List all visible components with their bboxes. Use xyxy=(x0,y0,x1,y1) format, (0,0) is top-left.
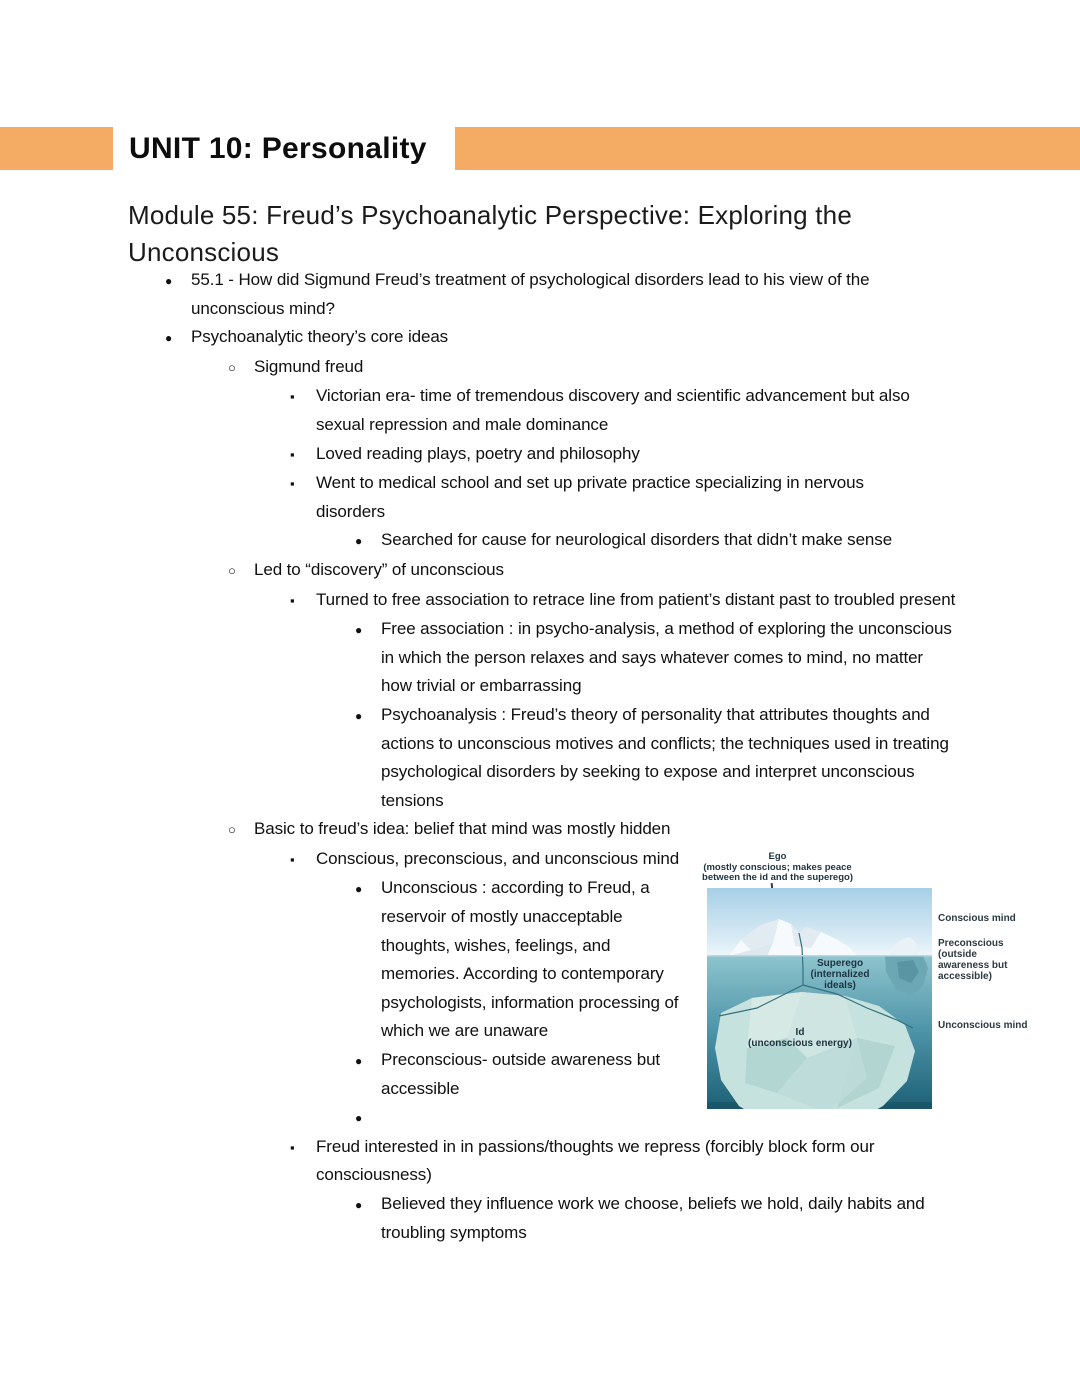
list-item xyxy=(355,701,1080,815)
id-label xyxy=(745,1027,855,1049)
ego-label-name: Ego xyxy=(768,851,787,862)
list-item xyxy=(290,1133,1080,1190)
ego-label-desc: (mostly conscious; makes peace between the id and the superego) xyxy=(702,861,853,883)
bullet-icon xyxy=(290,440,316,470)
preconscious-label: Preconscious (outside awareness but accessible) xyxy=(938,938,1008,982)
list-item xyxy=(290,440,1080,470)
bullet-icon xyxy=(355,1190,381,1220)
bullet-icon xyxy=(355,615,381,645)
list-item xyxy=(165,323,1080,353)
list-item xyxy=(355,615,1080,701)
list-item xyxy=(290,469,1080,526)
list-item-text: Went to medical school and set up private practice specializing in nervous disorders xyxy=(316,473,864,521)
bullet-icon xyxy=(290,845,316,875)
bullet-icon xyxy=(290,586,316,616)
bullet-icon xyxy=(355,701,381,731)
list-item-text: Led to “discovery” of unconscious xyxy=(254,559,504,579)
list-item-text: Searched for cause for neurological disorders that didn’t make sense xyxy=(381,530,893,550)
list-item xyxy=(290,382,1080,439)
id-label-name: Id xyxy=(795,1027,805,1038)
list-item-text: Psychoanalytic theory’s core ideas xyxy=(191,327,449,347)
list-item-text: Basic to freud’s idea: belief that mind was mostly hidden xyxy=(254,819,671,839)
list-item-text: Free association : in psycho-analysis, a method of exploring the unconscious in which the person relaxes and says whatever comes to mind, no matter how trivial or embarrassing xyxy=(381,619,952,696)
bullet-icon xyxy=(355,874,381,904)
list-item-text: 55.1 - How did Sigmund Freud’s treatment of psychological disorders lead to his view of the unconscious mind? xyxy=(191,270,870,318)
unit-title-banner xyxy=(0,127,1080,170)
list-item xyxy=(355,1190,1080,1247)
bullet-icon xyxy=(290,382,316,412)
bullet-icon xyxy=(228,556,254,586)
unit-title: UNIT 10: Personality xyxy=(129,131,427,165)
list-item xyxy=(355,526,1080,556)
list-item-text: Psychoanalysis : Freud’s theory of personality that attributes thoughts and actions to unconscious motives and conflicts; the techniques used in treating psychological disorders by seeking to expose and interpret unconscious tensions xyxy=(381,704,949,810)
id-label-desc: (unconscious energy) xyxy=(748,1038,852,1049)
conscious-mind-label: Conscious mind xyxy=(938,913,1016,924)
bullet-icon xyxy=(165,266,191,296)
bullet-icon xyxy=(290,1133,316,1163)
iceberg-diagram xyxy=(707,888,932,1109)
bullet-icon xyxy=(355,526,381,556)
iceberg-figure xyxy=(702,851,1035,1117)
list-item-text: Believed they influence work we choose, beliefs we hold, daily habits and troubling symptoms xyxy=(381,1194,925,1242)
superego-label-name: Superego xyxy=(816,958,864,969)
list-item xyxy=(228,353,1080,383)
list-item-text: Unconscious : according to Freud, a reservoir of mostly unacceptable thoughts, wishes, feelings, and memories. According to contemporary psychologists, information processing of which we are unaware xyxy=(381,878,679,1041)
superego-label xyxy=(801,958,879,991)
list-item-text: Preconscious- outside awareness but accessible xyxy=(381,1050,661,1098)
list-item xyxy=(228,815,1080,845)
unconscious-mind-label: Unconscious mind xyxy=(938,1020,1028,1031)
list-item xyxy=(290,586,1080,616)
bullet-icon xyxy=(355,1103,381,1133)
list-item-text: Loved reading plays, poetry and philosophy xyxy=(316,443,640,463)
bullet-icon xyxy=(165,323,191,353)
list-item-text: Sigmund freud xyxy=(254,356,364,376)
bullet-icon xyxy=(228,815,254,845)
bullet-icon xyxy=(355,1046,381,1076)
list-item xyxy=(228,556,1080,586)
module-heading: Module 55: Freud’s Psychoanalytic Perspective: Exploring the Unconscious xyxy=(128,200,853,267)
bullet-icon xyxy=(290,469,316,499)
superego-label-desc: (internalized ideals) xyxy=(810,969,870,991)
bullet-icon xyxy=(228,353,254,383)
list-item-text: Turned to free association to retrace line from patient’s distant past to troubled present xyxy=(316,589,956,609)
list-item-text: Freud interested in in passions/thoughts we repress (forcibly block form our consciousness) xyxy=(316,1136,875,1185)
list-item-text: Victorian era- time of tremendous discovery and scientific advancement but also sexual repression and male dominance xyxy=(316,386,910,434)
waterline xyxy=(707,955,932,957)
list-item-text: Conscious, preconscious, and unconscious mind xyxy=(316,848,680,868)
unit-title-box xyxy=(113,127,455,170)
list-item xyxy=(165,266,1080,323)
ego-label xyxy=(695,852,860,884)
